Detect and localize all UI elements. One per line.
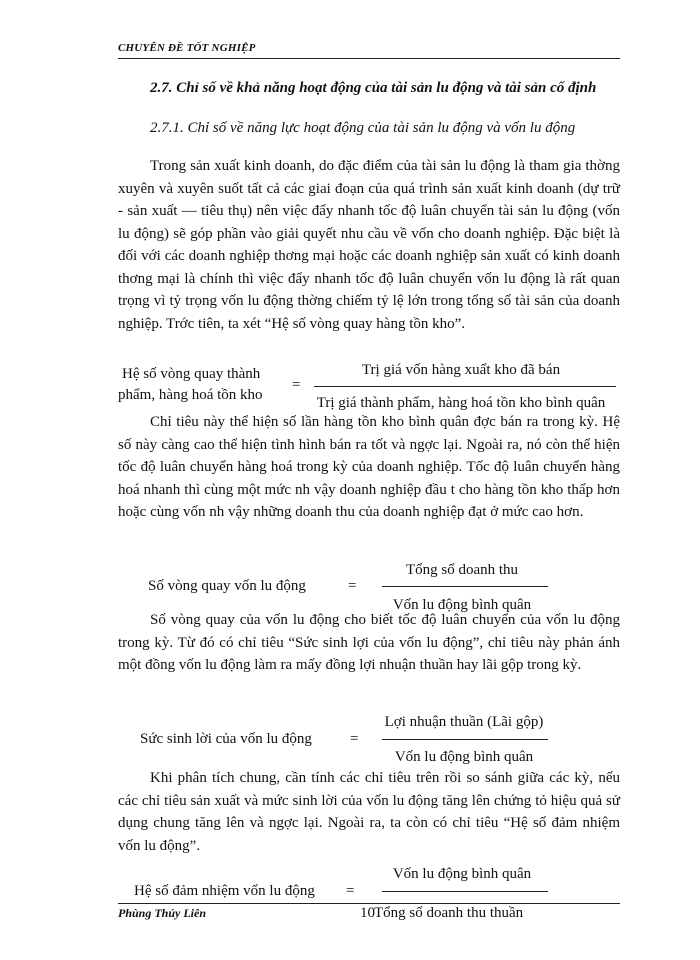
footer-rule xyxy=(118,903,620,904)
formula-label-line1: Hệ số vòng quay thành xyxy=(122,366,261,382)
formula-equals: = xyxy=(346,883,355,899)
fraction-bar xyxy=(382,891,548,892)
formula-denominator: Vốn lu động bình quân xyxy=(394,749,534,765)
formula-label-line2: phẩm, hàng hoá tồn kho xyxy=(118,387,263,403)
footer-author: Phùng Thúy Liên xyxy=(118,906,207,920)
formula-numerator: Vốn lu động bình quân xyxy=(392,866,532,882)
formula-equals: = xyxy=(350,731,359,747)
fraction-bar xyxy=(314,386,616,387)
formula-label: Số vòng quay vốn lu động xyxy=(148,578,306,594)
formula-denominator: Vốn lu động bình quân xyxy=(392,597,532,613)
formula-numerator: Tổng số doanh thu xyxy=(405,562,519,578)
header-title: CHUYÊN ĐỀ TỐT NGHIỆP xyxy=(118,42,256,54)
fraction-bar xyxy=(382,586,548,587)
formula-equals: = xyxy=(292,377,301,393)
subsection-heading: 2.7.1. Chỉ số về năng lực hoạt động của tài sản lu động và vốn lu động xyxy=(150,120,576,136)
formula-numerator: Trị giá vốn hàng xuất kho đã bán xyxy=(361,362,561,378)
page-number: 10 xyxy=(360,905,375,921)
formula-label: Sức sinh lời của vốn lu động xyxy=(140,731,312,747)
paragraph-inventory: Chỉ tiêu này thể hiện số lần hàng tồn kho bình quân đợc bán ra trong kỳ. Hệ số này càng cao thể hiện tình hình bán ra tốt và ngợc lại. Ngoài ra, nó còn thể hiện tốc độ luân chuyển hàng hoá trong kỳ của doanh nghiệp. Tốc độ luân chuyển hàng hoá nhanh thì cùng một mức nh vậy doanh nghiệp đầu t cho hàng tồn kho thấp hơn hoặc cùng vốn nh vậy những doanh thu của doanh nghiệp đạt ở mức cao hơn. xyxy=(118,414,620,520)
formula-denominator: Trị giá thành phẩm, hàng hoá tồn kho bình quân xyxy=(316,395,606,411)
paragraph-intro: Trong sản xuất kinh doanh, do đặc điểm của tài sản lu động là tham gia thờng xuyên và xuyên suốt tất cả các giai đoạn của quá trình sản xuất kinh doanh (dự trữ - sản xuất — tiêu thụ) nên việc đẩy nhanh tốc độ luân chuyển tài sản lu động (vốn lu động) sẽ góp phần vào giải quyết nhu cầu về vốn cho doanh nghiệp. Đặc biệt là đối với các doanh nghiệp thơng mại hoặc các doanh nghiệp sản xuất có kinh doanh thơng mại là chính thì việc đẩy nhanh tốc độ luân chuyển vốn lu động là rất quan trọng vì tỷ trọng vốn lu động thờng chiếm tỷ lệ lớn trong tổng số tài sản của doanh nghiệp. Trớc tiên, ta xét “Hệ số vòng quay hàng tồn kho”. xyxy=(118,158,620,332)
formula-equals: = xyxy=(348,578,357,594)
fraction-bar xyxy=(382,739,548,740)
section-heading: 2.7. Chỉ số về khả năng hoạt động của tài sản lu động và tài sản cố định xyxy=(150,80,597,96)
paragraph-turnover: Số vòng quay của vốn lu động cho biết tốc độ luân chuyển của vốn lu động trong kỳ. Từ đó có chỉ tiêu “Sức sinh lợi của vốn lu động”, chỉ tiêu này phản ánh một đồng vốn lu động làm ra mấy đồng lợi nhuận thuần hay lãi gộp trong kỳ. xyxy=(118,612,620,673)
formula-label: Hệ số đảm nhiệm vốn lu động xyxy=(134,883,315,899)
formula-denominator-overflow: Tổng số doanh thu thuần xyxy=(374,905,524,921)
formula-numerator: Lợi nhuận thuần (Lãi gộp) xyxy=(384,714,544,730)
paragraph-analysis: Khi phân tích chung, cần tính các chỉ tiêu trên rồi so sánh giữa các kỳ, nếu các chỉ tiêu sản xuất và mức sinh lời của vốn lu động tăng lên chứng tỏ hiệu quả sử dụng chung tăng lên và ngợc lại. Ngoài ra, ta còn có chỉ tiêu “Hệ số đảm nhiệm vốn lu động”. xyxy=(118,770,620,854)
page-footer xyxy=(118,903,620,923)
page-header xyxy=(118,44,620,59)
